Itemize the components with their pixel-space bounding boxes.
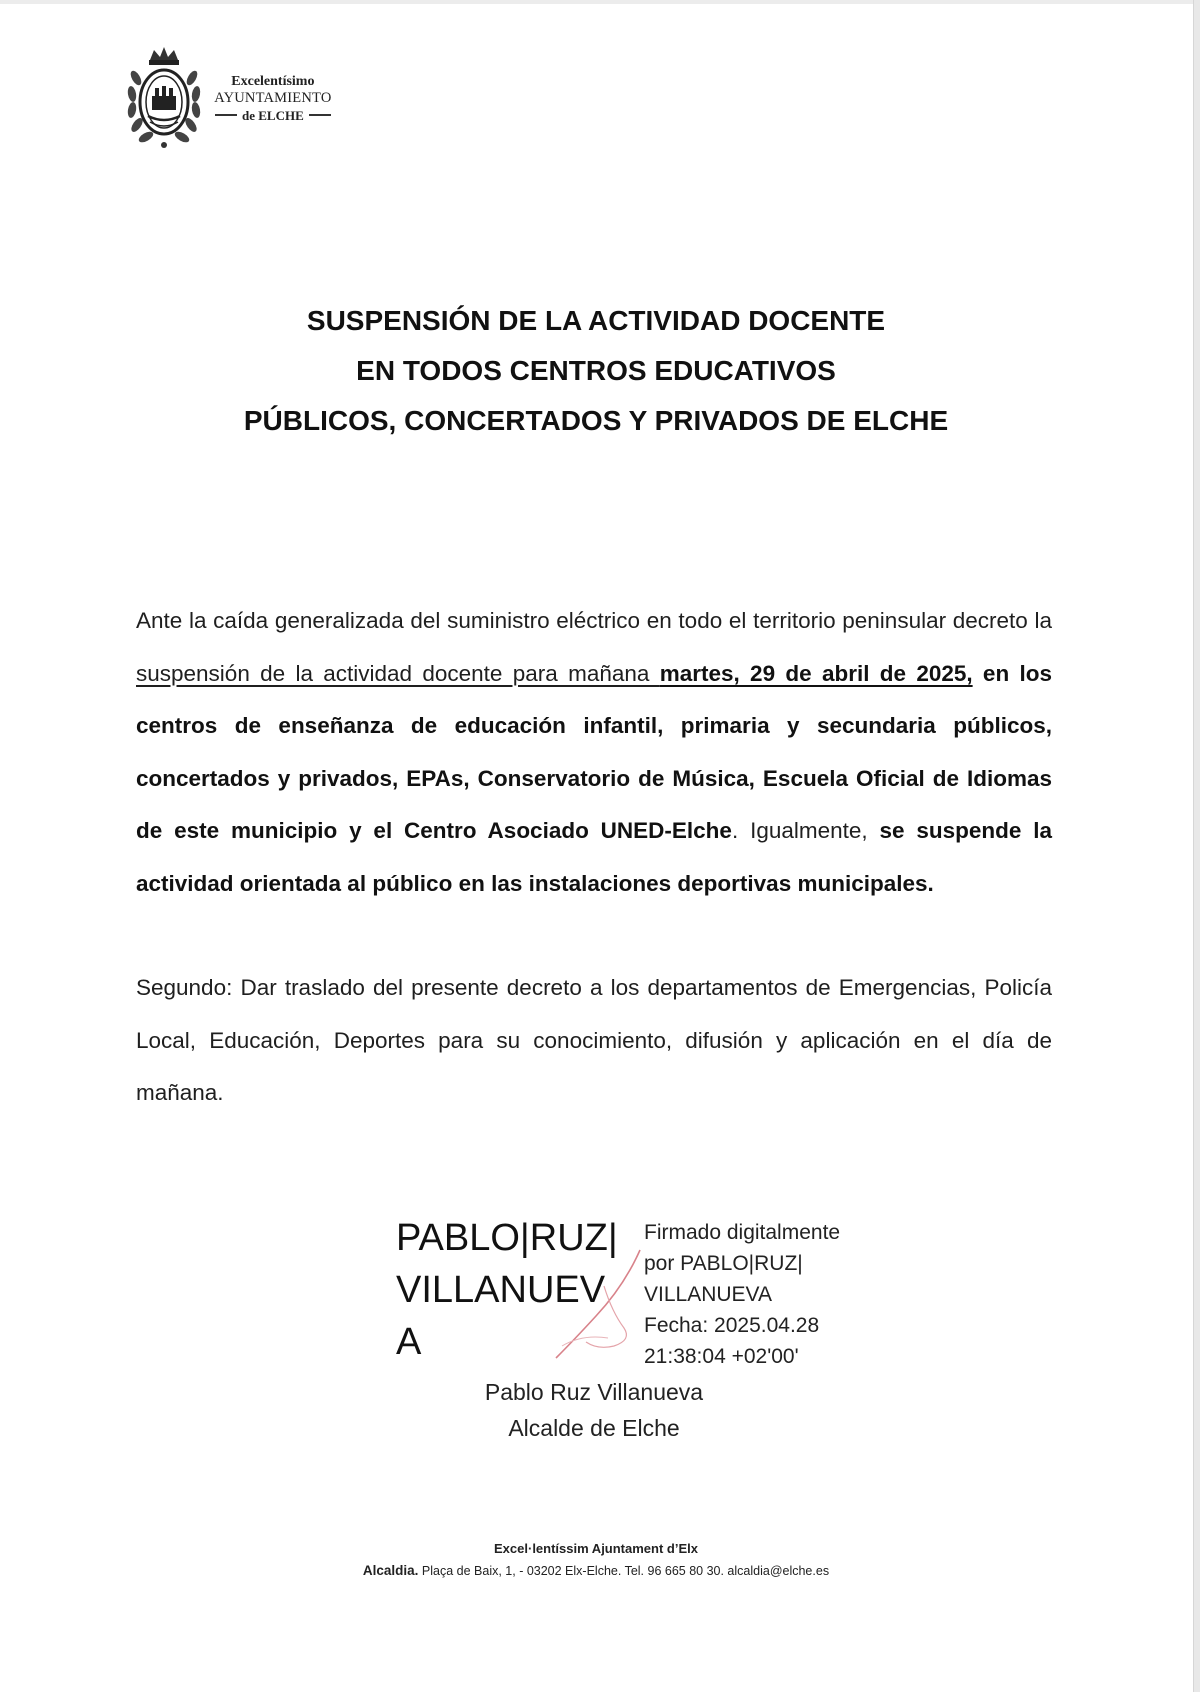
city-crest-icon	[124, 44, 204, 152]
signature-details	[644, 1217, 904, 1372]
footer-line-1: Excel·lentíssim Ajuntament d’Elx	[494, 1541, 698, 1556]
signer-name: Pablo Ruz Villanueva	[484, 1379, 704, 1405]
sig-name-line-2: VILLANUEV	[396, 1269, 606, 1311]
document-title	[0, 296, 1192, 446]
p1-likewise: Igualmente,	[750, 818, 880, 843]
signed-line-2: por PABLO|RUZ|	[644, 1252, 803, 1275]
signed-line-3: VILLANUEVA	[644, 1283, 772, 1306]
signer-title: Alcalde de Elche	[508, 1415, 680, 1441]
p1-date: martes, 29 de abril de 2025,	[659, 660, 973, 686]
title-line-2: EN TODOS CENTROS EDUCATIVOS	[356, 355, 836, 386]
p1-sports: se suspende la actividad orientada al público en las instalaciones deportivas municipales.	[136, 818, 1052, 896]
right-rule	[309, 114, 331, 116]
digital-signature	[396, 1212, 916, 1382]
page-top-edge	[0, 0, 1200, 4]
signature-mark-icon	[542, 1246, 652, 1362]
decree-body	[136, 595, 1052, 1120]
title-line-1: SUSPENSIÓN DE LA ACTIVIDAD DOCENTE	[306, 305, 886, 336]
decree-paragraph-1	[136, 595, 1052, 910]
p1-intro: Ante la caída generalizada del suministro eléctrico en todo el territorio peninsular decreto la	[136, 608, 1052, 633]
sig-name-line-3: A	[396, 1321, 422, 1363]
p1-underlined: suspensión de la actividad docente para mañana	[136, 660, 660, 686]
signature-date-line-1: Fecha: 2025.04.28	[644, 1314, 820, 1337]
org-line-3-text: de ELCHE	[242, 107, 304, 123]
p1-centers: en los centros de enseñanza de educación infantil, primaria y secundaria públicos, concertados y privados, EPAs, Conservatorio de Música, Escuela Oficial de Idiomas de este municipio y el Centro Asociado UNED-Elche	[136, 660, 1052, 843]
page-right-edge	[1193, 0, 1200, 1692]
page-footer	[0, 1538, 1192, 1582]
signed-line-1: Firmado digitalmente	[644, 1221, 841, 1244]
footer-office: Alcaldia.	[362, 1563, 419, 1578]
left-rule	[215, 114, 237, 116]
letterhead	[124, 44, 336, 152]
footer-address: Plaça de Baix, 1, - 03202 Elx-Elche. Tel. 96 665 80 30. alcaldia@elche.es	[418, 1564, 830, 1578]
org-line-2: AYUNTAMIENTO	[214, 89, 332, 106]
title-line-3: PÚBLICOS, CONCERTADOS Y PRIVADOS DE ELCHE	[243, 405, 949, 436]
sig-name-line-1: PABLO|RUZ|	[396, 1217, 618, 1259]
decree-paragraph-2: Segundo: Dar traslado del presente decreto a los departamentos de Emergencias, Policía Local, Educación, Deportes para su conocimiento, difusión y aplicación en el día de mañana.	[136, 975, 1052, 1105]
org-line-3	[210, 107, 336, 124]
signer-block	[396, 1374, 792, 1446]
org-line-1: Excelentísimo	[231, 73, 315, 89]
footer-line-2	[0, 1560, 1192, 1582]
p1-period: .	[731, 818, 751, 843]
organization-name	[210, 73, 336, 124]
signature-date-line-2: 21:38:04 +02'00'	[644, 1345, 799, 1368]
